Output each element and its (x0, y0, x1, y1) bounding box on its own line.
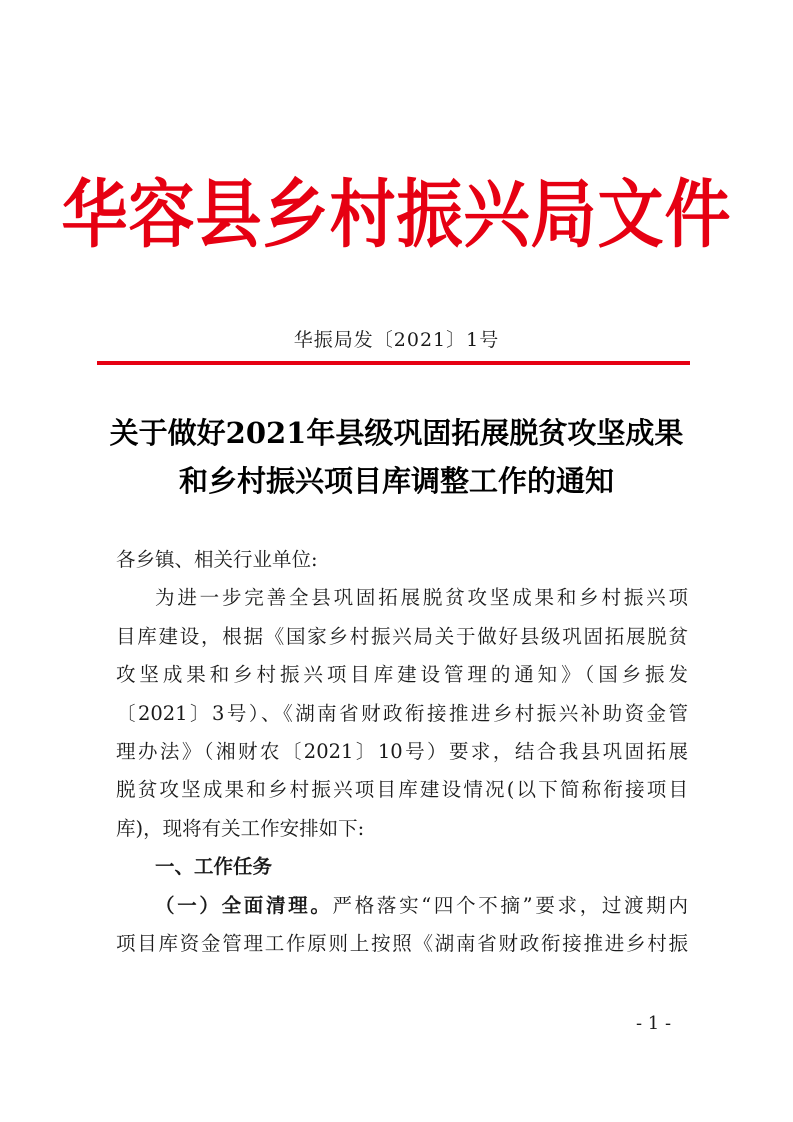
salutation: 各乡镇、相关行业单位: (116, 548, 318, 571)
paragraph-1-line-7: 库)，现将有关工作安排如下: (116, 816, 365, 840)
item-1-line-1 (116, 887, 688, 925)
page-number: - 1 - (636, 1013, 672, 1034)
issuer-header-title: 华容县乡村振兴局文件 (61, 171, 732, 258)
paragraph-1-line-4: 〔2021〕3号）、《湖南省财政衔接推进乡村振兴补助资金管 (116, 701, 688, 725)
document-number: 华振局发〔2021〕1号 (293, 329, 500, 351)
red-separator-line (97, 361, 690, 365)
section-1-heading: 一、工作任务 (155, 855, 273, 879)
item-1-line-1-rest: 严格落实“四个不摘”要求，过渡期内 (332, 893, 688, 917)
paragraph-1-line-5: 理办法》（湘财农〔2021〕10号）要求，结合我县巩固拓展 (116, 739, 688, 763)
paragraph-1-line-3: 攻坚成果和乡村振兴项目库建设管理的通知》（国乡振发 (116, 663, 688, 687)
item-1-lead: （一）全面清理。 (155, 893, 333, 917)
paragraph-1-line-1: 为进一步完善全县巩固拓展脱贫攻坚成果和乡村振兴项 (155, 586, 688, 610)
body-text (116, 541, 688, 963)
item-1-line-2: 项目库资金管理工作原则上按照《湖南省财政衔接推进乡村振 (116, 931, 688, 955)
document-title (80, 409, 713, 505)
paragraph-1-line-6: 脱贫攻坚成果和乡村振兴项目库建设情况(以下简称衔接项目 (116, 778, 688, 802)
paragraph-1-line-2: 目库建设，根据《国家乡村振兴局关于做好县级巩固拓展脱贫 (116, 624, 688, 648)
document-title-line-2: 和乡村振兴项目库调整工作的通知 (178, 464, 614, 498)
document-title-line-1: 关于做好2021年县级巩固拓展脱贫攻坚成果 (109, 416, 684, 450)
